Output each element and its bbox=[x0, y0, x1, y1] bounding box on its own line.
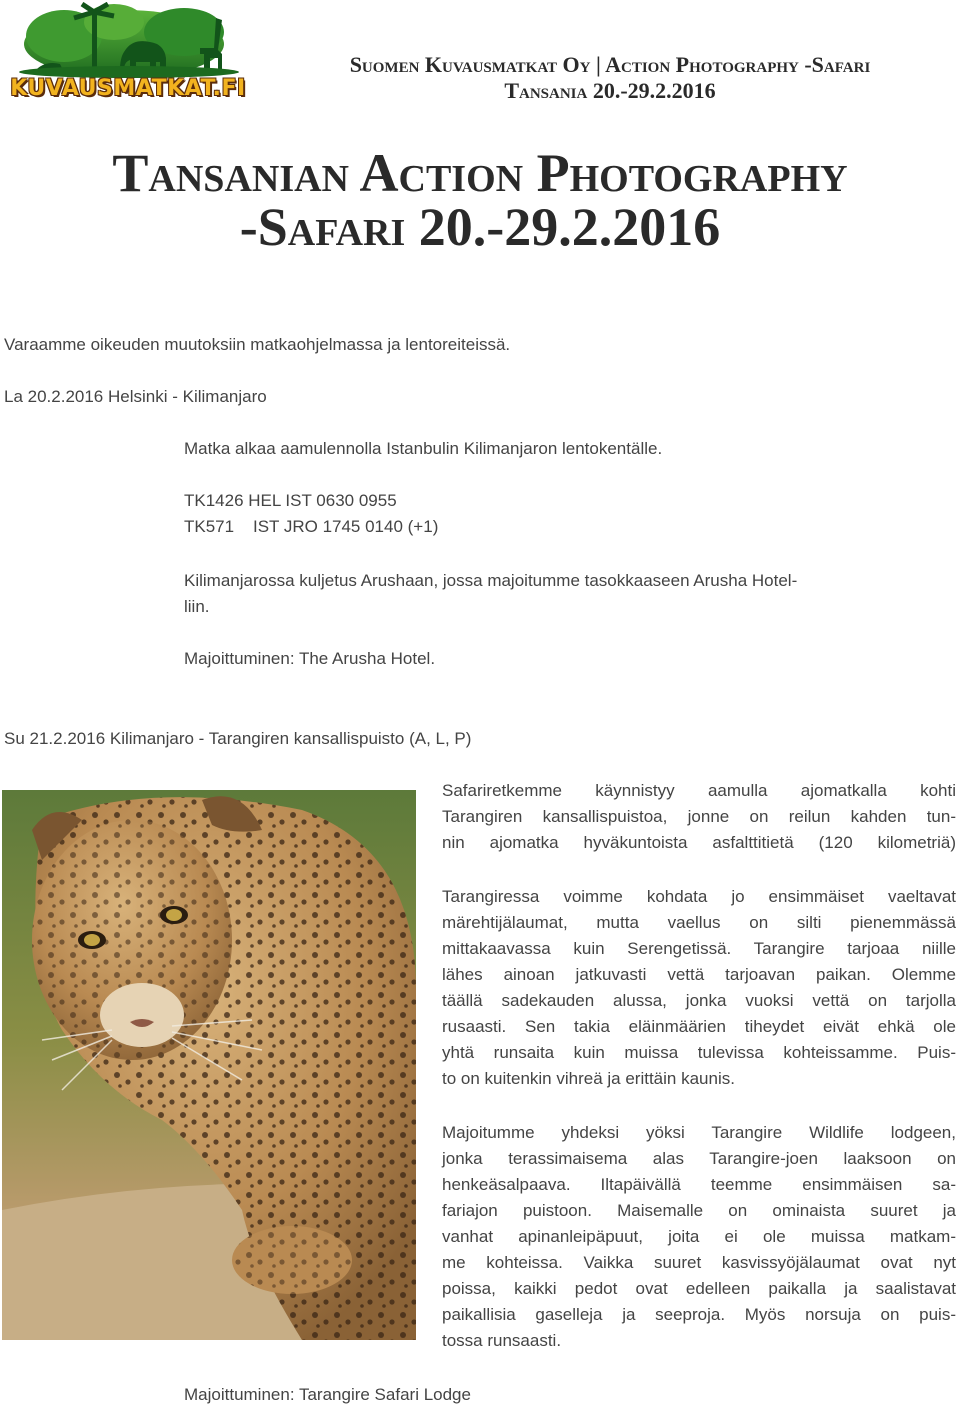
notice-text: Varaamme oikeuden muutoksiin matkaohjelmassa ja lentoreiteissä. bbox=[4, 335, 511, 354]
leopard-photo bbox=[2, 790, 416, 1340]
header-company-line: Suomen Kuvausmatkat Oy | Action Photography -Safari bbox=[349, 52, 871, 77]
flight-list bbox=[184, 488, 438, 540]
paragraph-line: Majoitumme yhdeksi yöksi Tarangire Wildlife lodgeen, bbox=[442, 1123, 956, 1142]
paragraph-line: Safariretkemme käynnistyy aamulla ajomatkalla kohti bbox=[442, 781, 956, 800]
paragraph-line: tossa runsaasti. bbox=[442, 1331, 562, 1350]
day2-accommodation: Majoittuminen: Tarangire Safari Lodge bbox=[184, 1385, 471, 1404]
paragraph-line: lähes ainoan jatkuvasti vettä tarjoavan paikan. Olemme bbox=[442, 965, 956, 984]
flight-item: TK1426 HEL IST 0630 0955 bbox=[184, 491, 397, 510]
logo-wordmark: KUVAUSMATKAT.FI bbox=[10, 76, 246, 101]
paragraph-line: paikallisia gaselleja ja seeproja. Myös norsuja on puis- bbox=[442, 1305, 956, 1324]
paragraph-line: nin ajomatka hyväkuntoista asfalttitietä (120 kilometriä) bbox=[442, 833, 956, 852]
paragraph-line: jonka terassimaisema alas Tarangire-joen laaksoon on bbox=[442, 1149, 956, 1168]
day2-paragraph-1 bbox=[442, 778, 956, 856]
paragraph-line: me kohteissa. Vaikka suuret kasvissyöjälaumat ovat nyt bbox=[442, 1253, 956, 1272]
paragraph-line: rusaasti. Sen takia eläinmäärien tiheydet eivät ehkä ole bbox=[442, 1017, 956, 1036]
paragraph-line: märehtijälaumat, mutta vaellus on silti pienemmässä bbox=[442, 913, 956, 932]
paragraph-line: vanhat apinanleipäpuut, joita ei ole muissa matkam- bbox=[442, 1227, 956, 1246]
paragraph-line: mittakaavassa kuin Serengetissä. Tarangire tarjoaa niille bbox=[442, 939, 956, 958]
paragraph-line: fariajon puistoon. Maisemalle on ominaista suuret ja bbox=[442, 1201, 956, 1220]
page-title-line-2: -Safari 20.-29.2.2016 bbox=[239, 197, 721, 257]
paragraph-line: poissa, kaikki pedot ovat edelleen paikalla ja saalistavat bbox=[442, 1279, 956, 1298]
page-title-line-1: Tansanian Action Photography bbox=[112, 143, 848, 203]
paragraph-line: Tarangiressa voimme kohdata jo ensimmäiset vaeltavat bbox=[442, 887, 956, 906]
paragraph-line: yhtä runsaita kuin muissa tulevissa kohteissamme. Puis- bbox=[442, 1043, 956, 1062]
flight-item: TK571 IST JRO 1745 0140 (+1) bbox=[184, 517, 439, 536]
paragraph-line: Tarangiren kansallispuistoa, jonne on reilun kahden tun- bbox=[442, 807, 956, 826]
day1-heading: La 20.2.2016 Helsinki - Kilimanjaro bbox=[4, 387, 267, 406]
day1-transfer-line-2: liin. bbox=[184, 597, 210, 616]
header-date-line: Tansania 20.-29.2.2016 bbox=[504, 78, 716, 103]
paragraph-line: henkeäsalpaava. Iltapäivällä teemme ensimmäisen sa- bbox=[442, 1175, 956, 1194]
day1-accommodation: Majoittuminen: The Arusha Hotel. bbox=[184, 649, 436, 668]
paragraph-line: to on kuitenkin vihreä ja erittäin kaunis. bbox=[442, 1069, 735, 1088]
day2-heading: Su 21.2.2016 Kilimanjaro - Tarangiren kansallispuisto (A, L, P) bbox=[4, 729, 472, 748]
day2-paragraph-3 bbox=[442, 1120, 956, 1354]
day1-intro: Matka alkaa aamulennolla Istanbulin Kilimanjaron lentokentälle. bbox=[184, 439, 663, 458]
day2-paragraph-2 bbox=[442, 884, 956, 1092]
paragraph-line: täällä sadekauden alussa, jonka vuoksi vettä on tarjolla bbox=[442, 991, 956, 1010]
day1-transfer-line-1: Kilimanjarossa kuljetus Arushaan, jossa majoitumme tasokkaaseen Arusha Hotel- bbox=[184, 571, 798, 590]
